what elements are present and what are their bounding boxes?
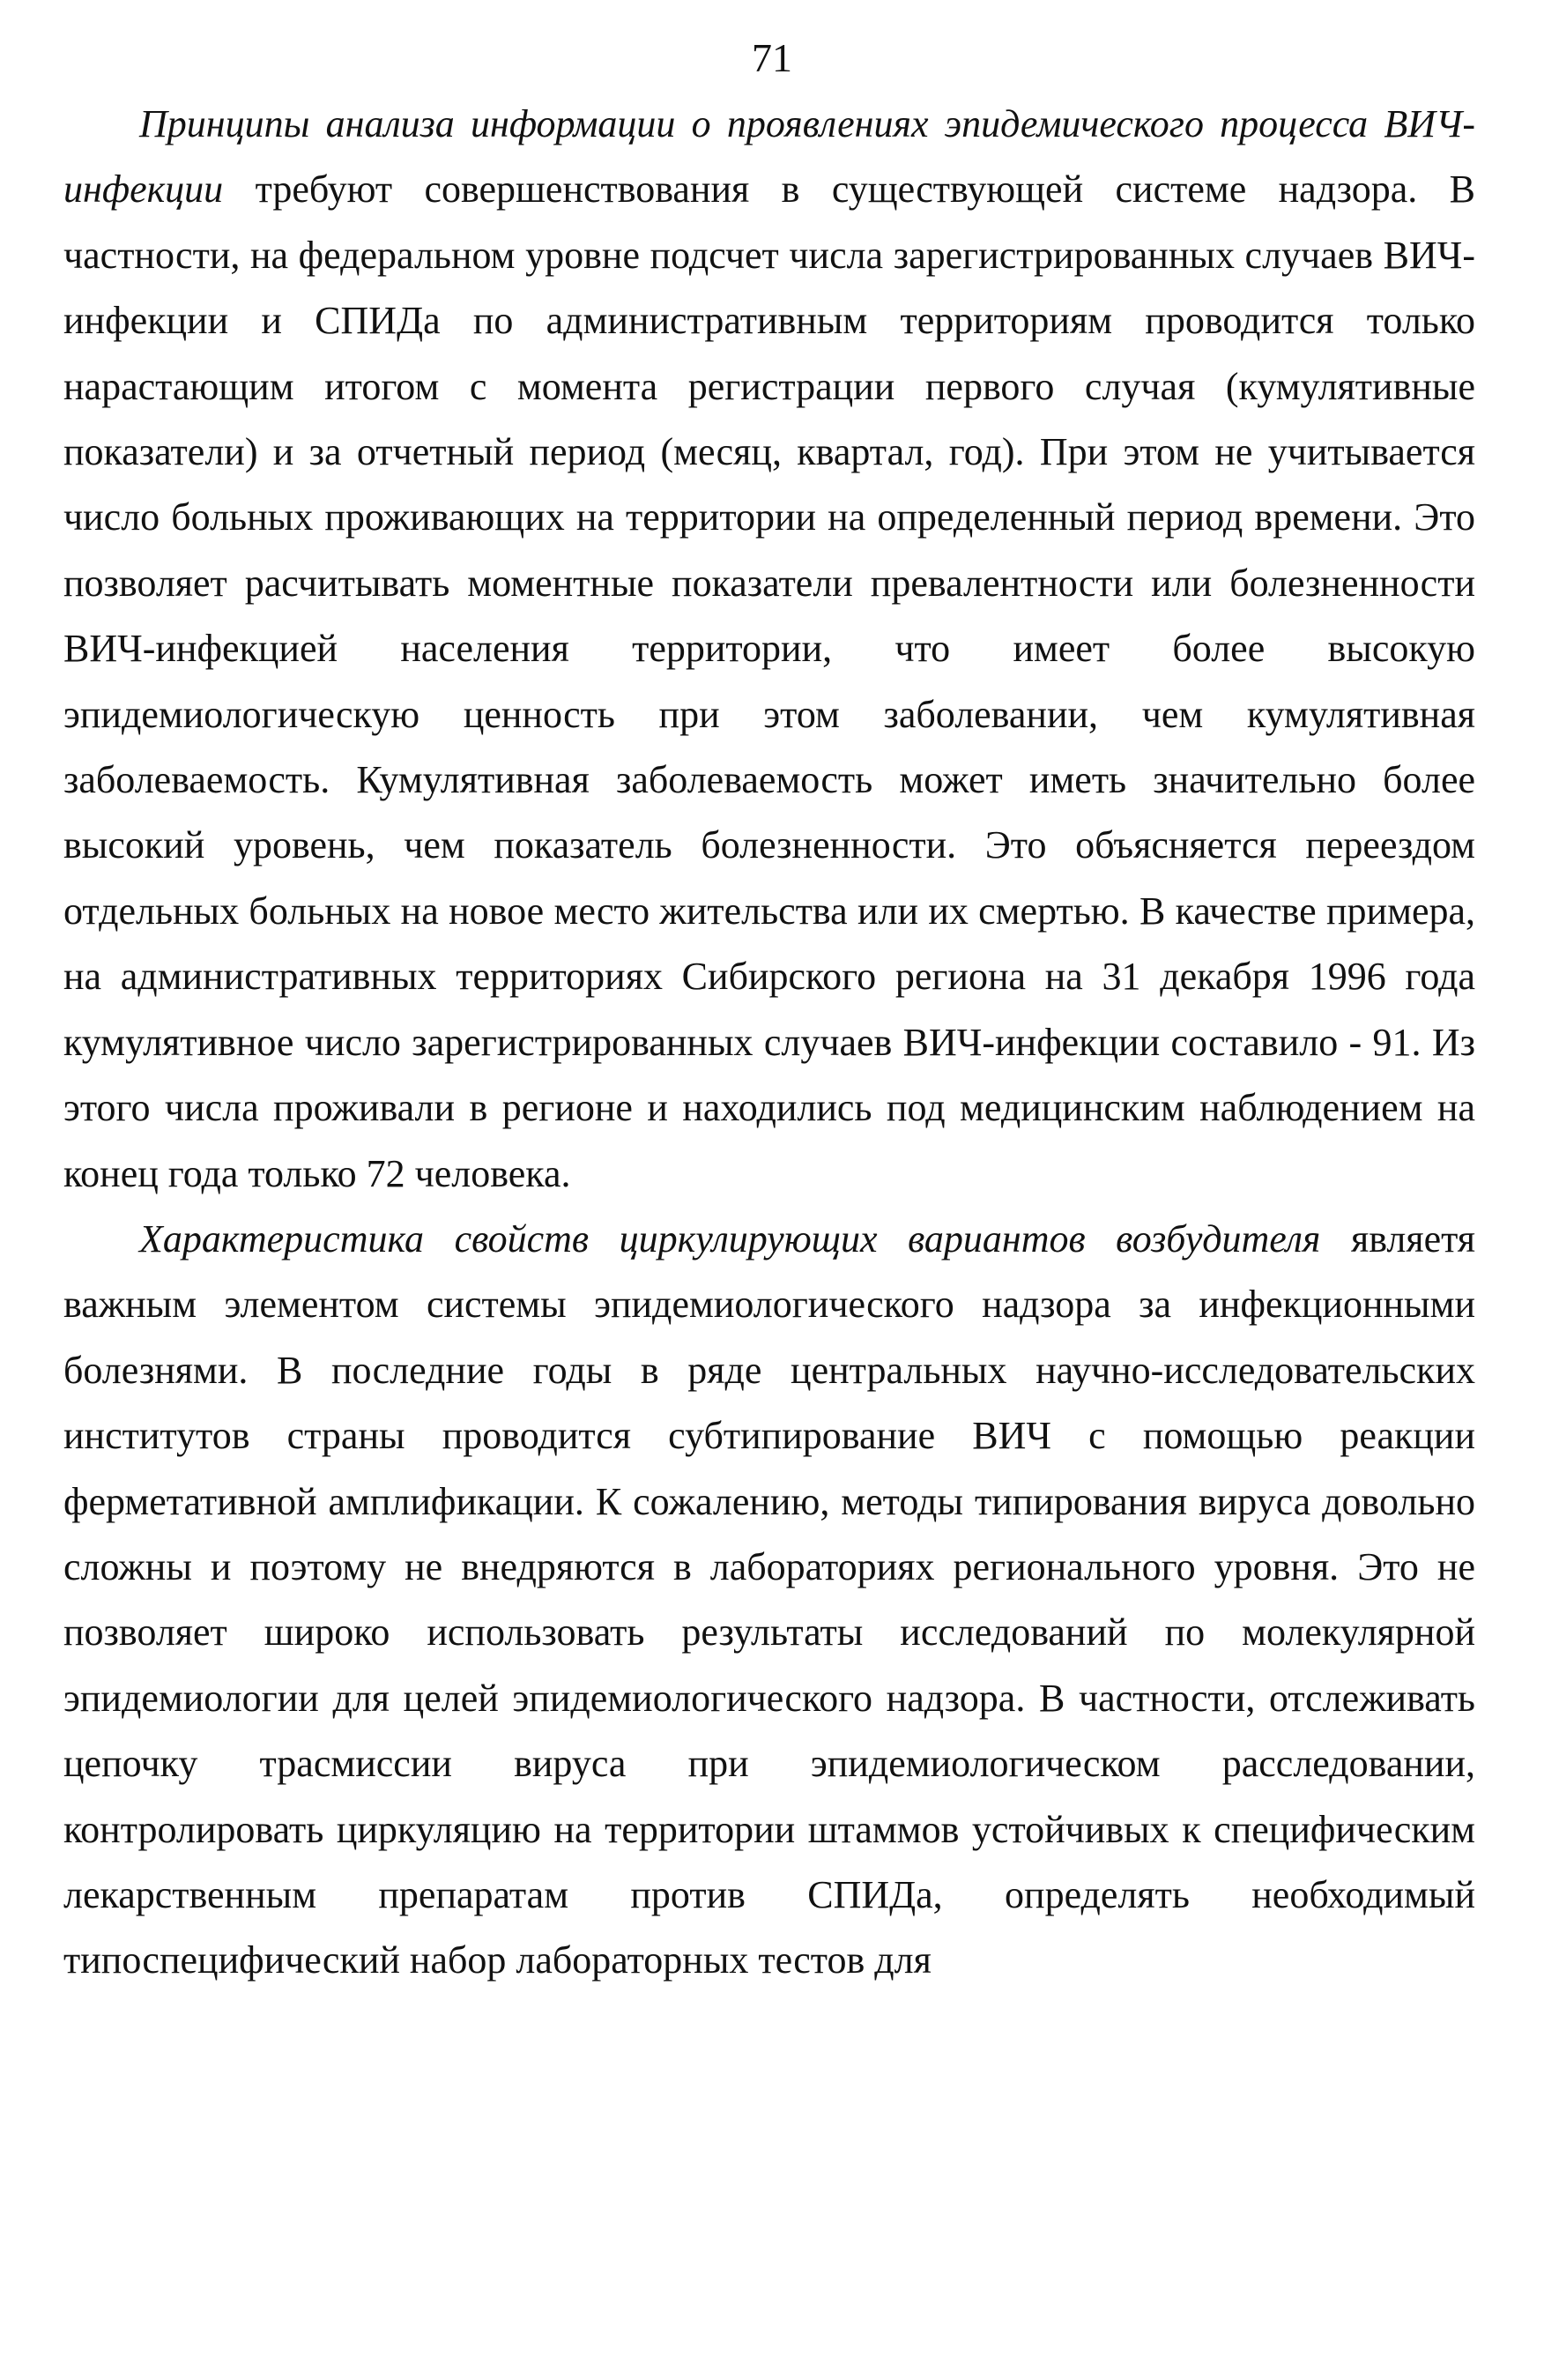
page-number: 71 xyxy=(752,35,792,80)
paragraph-1-lead: Принципы анализа информации о проявлениях эпидемического процесса ВИЧ-инфекции xyxy=(63,102,1475,212)
paragraph-2-lead: Характеристика свойств циркулирующих вариантов возбудителя xyxy=(139,1216,1321,1261)
paragraph-2 xyxy=(63,1207,1475,1994)
paragraph-1 xyxy=(63,92,1475,1207)
body-text xyxy=(63,92,1475,1994)
paragraph-1-text: требуют совершенствования в существующей системе надзора. В частности, на федеральном уровне подсчет числа зарегистрированных случаев ВИЧ-инфекции и СПИДа по административным территориям проводится только нарастающим итогом с момента регистрации первого случая (кумулятивные показатели) и за отчетный период (месяц, квартал, год). При этом не учитывается число больных проживающих на территории на определенный период времени. Это позволяет расчитывать моментные показатели превалентности или болезненности ВИЧ-инфекцией населения территории, что имеет более высокую эпидемиологическую ценность при этом заболевании, чем кумулятивная заболеваемость. Кумулятивная заболеваемость может иметь значительно более высокий уровень, чем показатель болезненности. Это объясняется переездом отдельных больных на новое место жительства или их смертью. В качестве примера, на административных территориях Сибирского региона на 31 декабря 1996 года кумулятивное число зарегистрированных случаев ВИЧ-инфекции составило - 91. Из этого числа проживали в регионе и находились под медицинским наблюдением на конец года только 72 человека. xyxy=(63,167,1475,1195)
paragraph-2-text: являетя важным элементом системы эпидемиологического надзора за инфекционными болезнями. В последние годы в ряде центральных научно-исследовательских институтов страны проводится субтипирование ВИЧ с помощью реакции ферметативной амплификации. К сожалению, методы типирования вируса довольно сложны и поэтому не внедряются в лабораториях регионального уровня. Это не позволяет широко использовать результаты исследований по молекулярной эпидемиологии для целей эпидемиологического надзора. В частности, отслеживать цепочку трасмиссии вируса при эпидемиологическом расследовании, контролировать циркуляцию на территории штаммов устойчивых к специфическим лекарственным препаратам против СПИДа, определять необходимый типоспецифический набор лабораторных тестов для xyxy=(63,1216,1476,1982)
